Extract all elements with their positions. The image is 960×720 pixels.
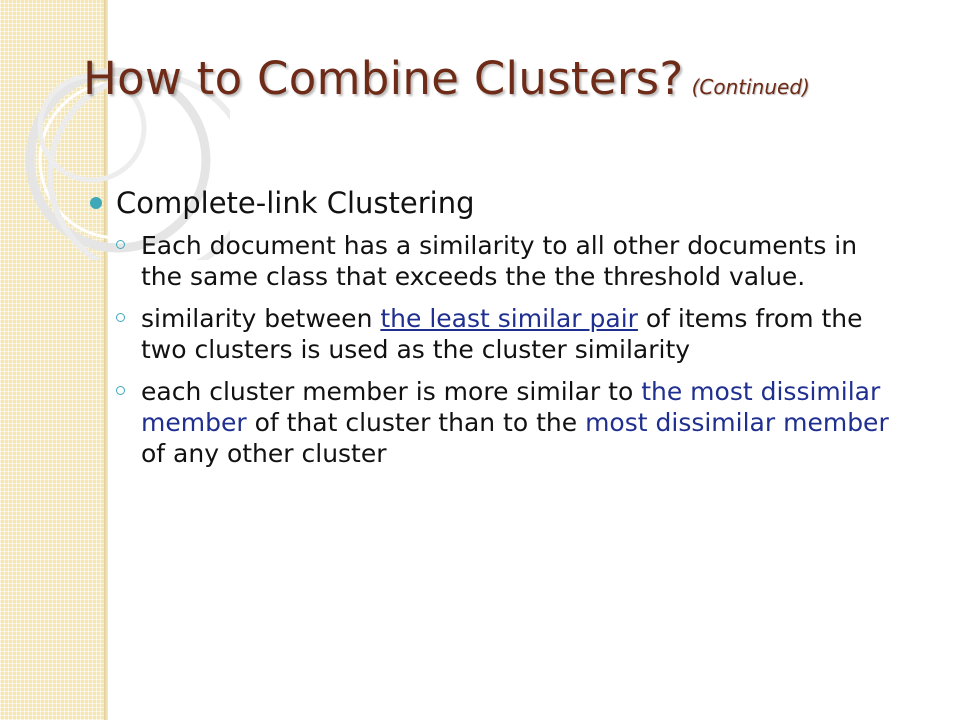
slide-title: [83, 52, 903, 105]
sub-bullet-3-post: of any other cluster: [141, 439, 387, 468]
ring-bullet-icon: [116, 240, 125, 249]
bullet-level1-text: Complete-link Clustering: [116, 186, 475, 220]
slide-content: [88, 186, 898, 480]
sub-bullet-3-mid: of that cluster than to the: [246, 408, 586, 437]
highlight-most-dissimilar-2: most dissimilar member: [585, 408, 889, 437]
sub-bullet-1-text: Each document has a similarity to all other documents in the same class that exceeds the the threshold value.: [141, 231, 858, 291]
title-main: How to Combine Clusters?: [83, 52, 684, 105]
sub-bullet-1: [88, 230, 898, 292]
sub-bullet-2-pre: similarity between: [141, 304, 381, 333]
ring-bullet-icon: [116, 386, 125, 395]
sub-bullet-3: [88, 376, 898, 469]
highlight-most-dissimilar-1: the most dissimilar member: [141, 377, 881, 437]
sub-bullet-3-pre: each cluster member is more similar to: [141, 377, 642, 406]
title-subtitle: (Continued): [691, 75, 810, 99]
sub-bullet-2: [88, 303, 898, 365]
filled-circle-bullet-icon: [90, 197, 102, 209]
sub-bullet-list: [88, 230, 898, 469]
bullet-level1: [88, 186, 898, 220]
ring-bullet-icon: [116, 313, 125, 322]
least-similar-pair-link[interactable]: the least similar pair: [380, 304, 638, 333]
sub-bullet-2-post: of items from the two clusters is used as the cluster similarity: [141, 304, 863, 364]
